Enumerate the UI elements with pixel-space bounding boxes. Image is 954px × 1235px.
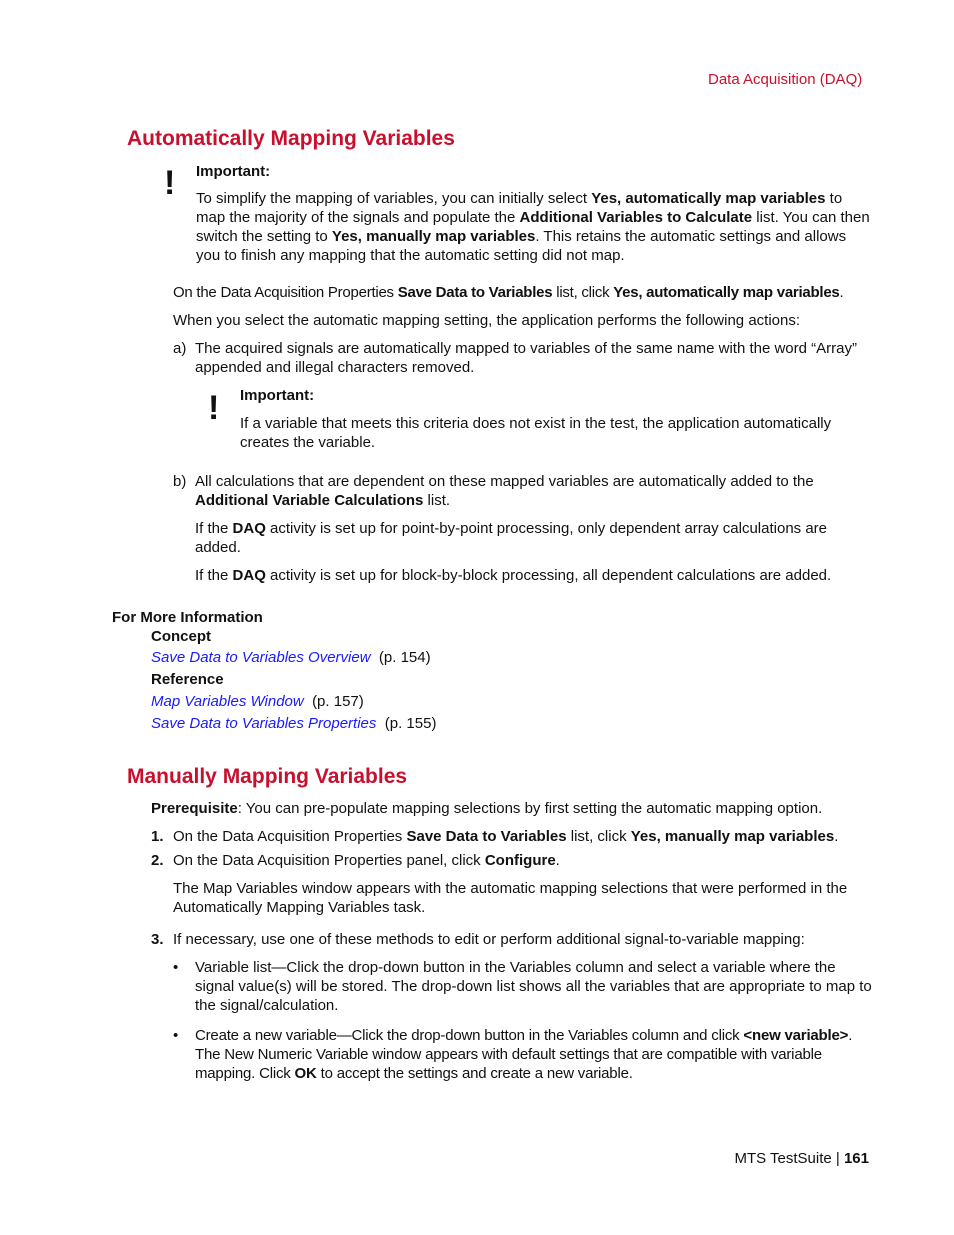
reference-link-row (151, 692, 364, 711)
paragraph-save-data: On the Data Acquisition Properties Save Data to Variables list, click Yes, automatically map variables. (173, 284, 844, 301)
list-marker-a: a) (173, 340, 187, 357)
list-marker-b: b) (173, 473, 187, 490)
concept-link-row (151, 648, 431, 667)
link-save-data-properties[interactable]: Save Data to Variables Properties (151, 715, 377, 732)
footer-product: MTS TestSuite (734, 1150, 832, 1167)
bullet-marker: • (173, 1027, 179, 1044)
page-footer: MTS TestSuite | 161 (734, 1150, 869, 1167)
section-title-auto: Automatically Mapping Variables (127, 127, 455, 150)
important-note-2: If a variable that meets this criteria does not exist in the test, the application automatically creates the variable. (240, 415, 832, 451)
running-header: Data Acquisition (DAQ) (708, 71, 863, 88)
step-number-1: 1. (151, 828, 164, 845)
paragraph-point-by-point: If the DAQ activity is set up for point-by-point processing, only dependent array calculations are added. (195, 520, 828, 556)
bullet-variable-list: Variable list—Click the drop-down button in the Variables column and select a variable where the signal value(s) will be stored. The drop-down list shows all the variables that are appropriate to map to the signal/calculation. (195, 959, 872, 1014)
bullet-create-variable: Create a new variable—Click the drop-down button in the Variables column and click <new variable>. The New Numeric Variable window appears with default settings that are compatible with variable mapping. Click OK to accept the settings and create a new variable. (195, 1027, 853, 1082)
paragraph-actions: When you select the automatic mapping setting, the application performs the following actions: (173, 312, 801, 329)
concept-label: Concept (151, 628, 211, 645)
step-number-3: 3. (151, 931, 164, 948)
step-2-note: The Map Variables window appears with the automatic mapping selections that were performed in the Automatically Mapping Variables task. (173, 880, 848, 916)
page-ref: (p. 154) (378, 649, 431, 666)
footer-page-number: 161 (843, 1150, 869, 1167)
page-ref: (p. 155) (384, 715, 437, 732)
more-info-heading: For More Information (112, 609, 263, 626)
reference-label: Reference (151, 671, 224, 688)
list-item-b: All calculations that are dependent on these mapped variables are automatically added to the Additional Variable Calculations list. (195, 473, 814, 509)
reference-link-row (151, 714, 436, 733)
important-label-2: Important: (240, 387, 315, 404)
step-number-2: 2. (151, 852, 164, 869)
step-3: If necessary, use one of these methods to edit or perform additional signal-to-variable mapping: (173, 931, 805, 948)
important-label: Important: (196, 163, 271, 180)
link-map-variables-window[interactable]: Map Variables Window (151, 693, 304, 710)
paragraph-block-by-block: If the DAQ activity is set up for block-by-block processing, all dependent calculations are added. (195, 567, 832, 584)
prerequisite: Prerequisite: You can pre-populate mapping selections by first setting the automatic mapping option. (151, 800, 823, 817)
page-ref: (p. 157) (312, 693, 364, 710)
link-save-data-overview[interactable]: Save Data to Variables Overview (151, 649, 371, 666)
exclamation-icon: ! (164, 164, 176, 202)
exclamation-icon: ! (208, 389, 220, 427)
bullet-marker: • (173, 959, 179, 976)
step-2: On the Data Acquisition Properties panel, click Configure. (173, 852, 560, 869)
list-item-a: The acquired signals are automatically mapped to variables of the same name with the word “Array” appended and illegal characters removed. (195, 340, 857, 376)
important-note-1: To simplify the mapping of variables, you can initially select Yes, automatically map variables to map the majority of the signals and populate the Additional Variables to Calculate list. You can then switch the setting to Yes, manually map variables. This retains the automatic settings and allows you to finish any mapping that the automatic setting did not map. (196, 190, 870, 264)
step-1: On the Data Acquisition Properties Save Data to Variables list, click Yes, manually map variables. (173, 828, 839, 845)
section-title-manual: Manually Mapping Variables (127, 765, 408, 788)
